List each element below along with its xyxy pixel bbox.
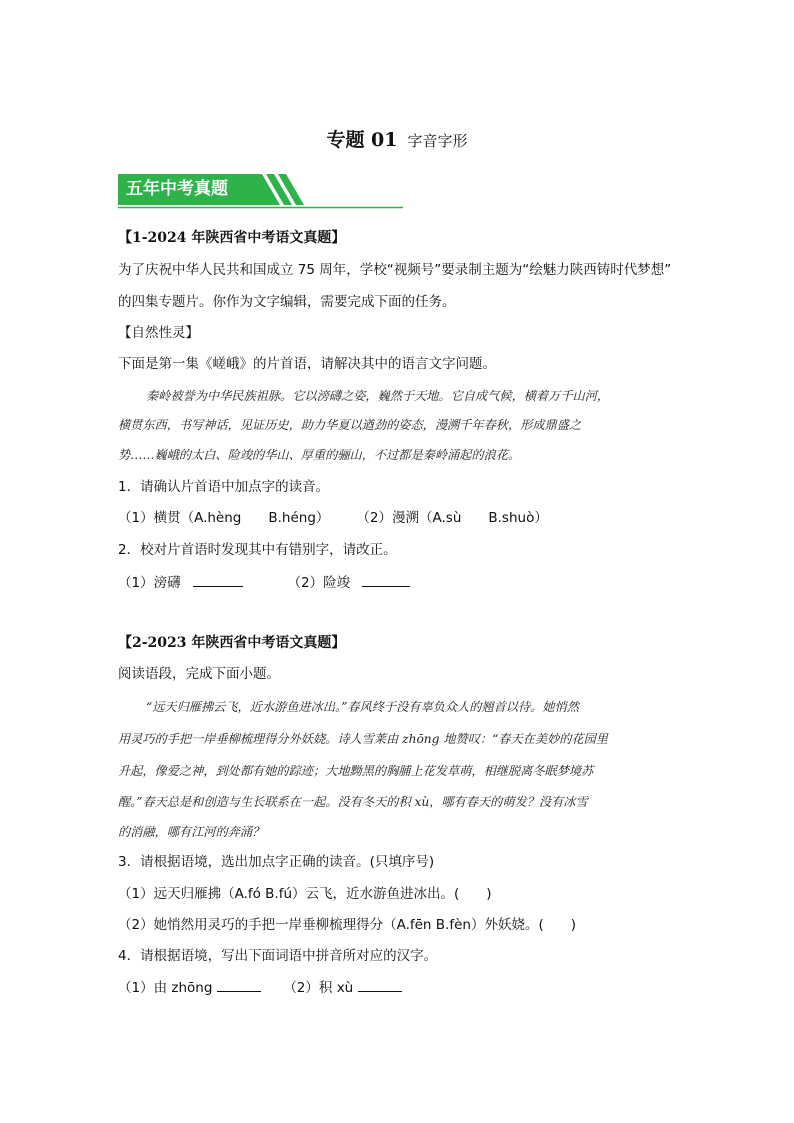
q2-item-4-answers (118, 977, 402, 998)
q1-item-1: 1．请确认片首语中加点字的读音。 (118, 479, 330, 495)
q2-item-4a-label: （1）由 zhōng (118, 980, 213, 996)
q2-item-4b-label: （2）积 xù (283, 980, 354, 996)
answer-blank[interactable] (217, 977, 261, 992)
q2-passage-line-3: 升起，像爱之神，到处都有她的踪迹；大地黝黑的胸脯上花发草萌，相继脱离冬眠梦境苏 (118, 764, 594, 778)
q1-intro-2: 的四集专题片。你作为文字编辑，需要完成下面的任务。 (118, 294, 456, 310)
q1-item-1-options: （1）横贯（A.hèng B.héng） （2）漫溯（A.sù B.shuò） (118, 510, 548, 526)
q2-heading: 【2-2023 年陕西省中考语文真题】 (118, 635, 346, 651)
q2-passage-line-2: 用灵巧的手把一岸垂柳梳理得分外妖娆。诗人雪莱由 zhōng 地赞叹：“春天在美妙的花园里 (118, 732, 608, 746)
q1-passage-line-2: 横贯东西，书写神话，见证历史，助力华夏以遒劲的姿态，漫溯千年春秋，形成鼎盛之 (118, 418, 582, 432)
q2-passage-line-5: 的消融，哪有江河的奔涌？ (118, 825, 265, 839)
answer-blank[interactable] (358, 977, 402, 992)
answer-blank[interactable] (193, 572, 243, 587)
q2-item-3: 3．请根据语境，选出加点字正确的读音。(只填序号) (118, 854, 435, 870)
banner-label: 五年中考真题 (126, 179, 228, 199)
q1-section: 【自然性灵】 (118, 325, 199, 341)
q1-passage-line-3: 势……巍峨的太白、险竣的华山、厚重的骊山，不过都是秦岭涌起的浪花。 (118, 448, 521, 462)
q1-intro-1: 为了庆祝中华人民共和国成立 75 周年，学校“视频号”要录制主题为“绘魅力陕西铸时代梦想” (118, 262, 672, 278)
title-bold: 专题 01 (326, 129, 398, 151)
q1-prompt: 下面是第一集《嵯峨》的片首语，请解决其中的语言文字问题。 (118, 356, 496, 372)
q2-item-3b: （2）她悄然用灵巧的手把一岸垂柳梳理得分（A.fēn B.fèn）外妖娆。( ) (118, 917, 576, 933)
page-title (0, 126, 794, 155)
q1-item-2: 2．校对片首语时发现其中有错别字，请改正。 (118, 542, 397, 558)
q2-prompt: 阅读语段，完成下面小题。 (118, 666, 280, 682)
section-banner (118, 174, 408, 210)
q2-passage-line-4: 醒。”春天总是和创造与生长联系在一起。没有冬天的积 xù，哪有春天的萌发？没有冰雪 (118, 795, 588, 809)
q1-item-2a-label: （1）滂礴 (118, 575, 181, 591)
answer-blank[interactable] (362, 572, 410, 587)
q1-item-2b-label: （2）险竣 (287, 575, 351, 591)
q1-passage-line-1: 秦岭被誉为中华民族祖脉。它以滂礴之姿，巍然于天地。它自成气候，横着万千山河， (146, 389, 610, 403)
title-subtitle: 字音字形 (407, 132, 468, 150)
q2-item-4: 4．请根据语境，写出下面词语中拼音所对应的汉字。 (118, 948, 438, 964)
q1-heading: 【1-2024 年陕西省中考语文真题】 (118, 230, 346, 246)
q2-passage-line-1: “远天归雁拂云飞，近水游鱼进冰出。”春风终于没有辜负众人的翘首以待。她悄然 (146, 700, 579, 714)
q1-item-2-answers (118, 572, 410, 593)
q2-item-3a: （1）远天归雁拂（A.fó B.fú）云飞，近水游鱼进冰出。( ) (118, 886, 492, 902)
